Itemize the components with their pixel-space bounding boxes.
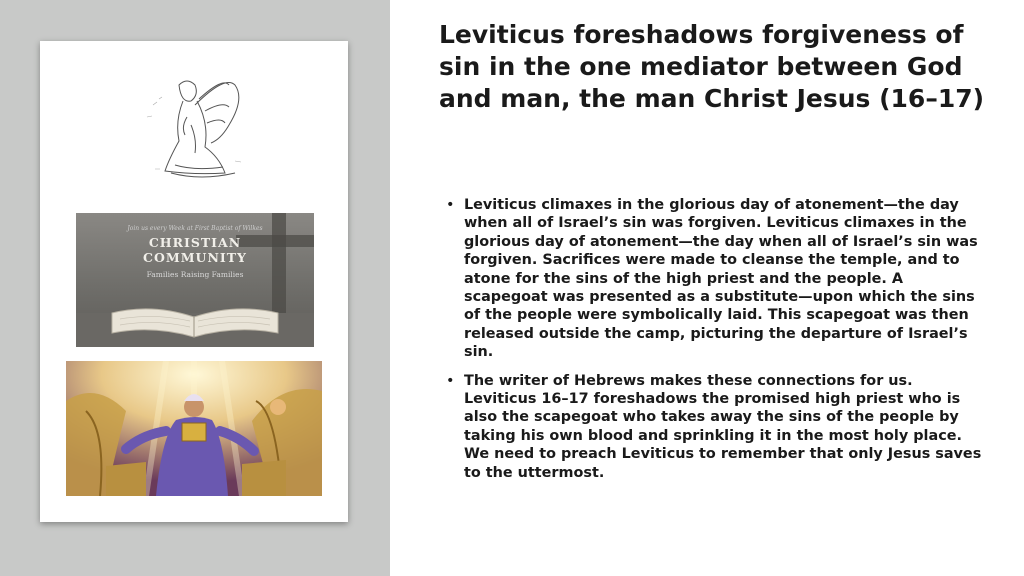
bullet-text: The writer of Hebrews makes these connections for us. Leviticus 16–17 foreshadows the promised high priest who is also the scapegoat who takes away the sins of the people by taking his own blood and sprinkling it in the most holy place. We need to preach Leviticus to remember that only Jesus saves to the uttermost. bbox=[464, 372, 982, 481]
kneeling-angel-illustration bbox=[135, 65, 255, 183]
bullet-item bbox=[440, 196, 985, 362]
image-card bbox=[40, 41, 348, 522]
bullet-text: Leviticus climaxes in the glorious day of atonement—the day when all of Israel’s sin was forgiven. Leviticus climaxes in the glorious day of atonement—the day when all of Israel’s sin was forgiven. Sacrifices were made to cleanse the temple, and to atone for the sins of the high priest and the people. A scapegoat was presented as a substitute—upon which the sins of the people were symbolically laid. This scapegoat was then released outside the camp, picturing the departure of Israel’s sin. bbox=[464, 197, 978, 361]
slide-heading: Leviticus foreshadows forgiveness of sin in the one mediator between God and man, the man Christ Jesus (16–17) bbox=[439, 20, 985, 113]
church-title-line-2: COMMUNITY bbox=[143, 250, 247, 265]
left-panel bbox=[0, 0, 390, 576]
high-priest-painting bbox=[66, 361, 322, 496]
church-title bbox=[76, 235, 314, 265]
bullet-item bbox=[440, 372, 985, 482]
high-priest-illustration bbox=[66, 361, 322, 496]
church-subtitle: Families Raising Families bbox=[146, 270, 244, 279]
church-title-line-1: CHRISTIAN bbox=[148, 235, 242, 250]
church-tagline: Join us every Week at First Baptist of Wilkes bbox=[127, 225, 263, 232]
bullet-icon: • bbox=[446, 372, 455, 389]
church-image-background bbox=[76, 213, 314, 347]
christian-community-image bbox=[76, 213, 314, 347]
bullet-list bbox=[440, 196, 985, 492]
bullet-icon: • bbox=[446, 197, 455, 213]
